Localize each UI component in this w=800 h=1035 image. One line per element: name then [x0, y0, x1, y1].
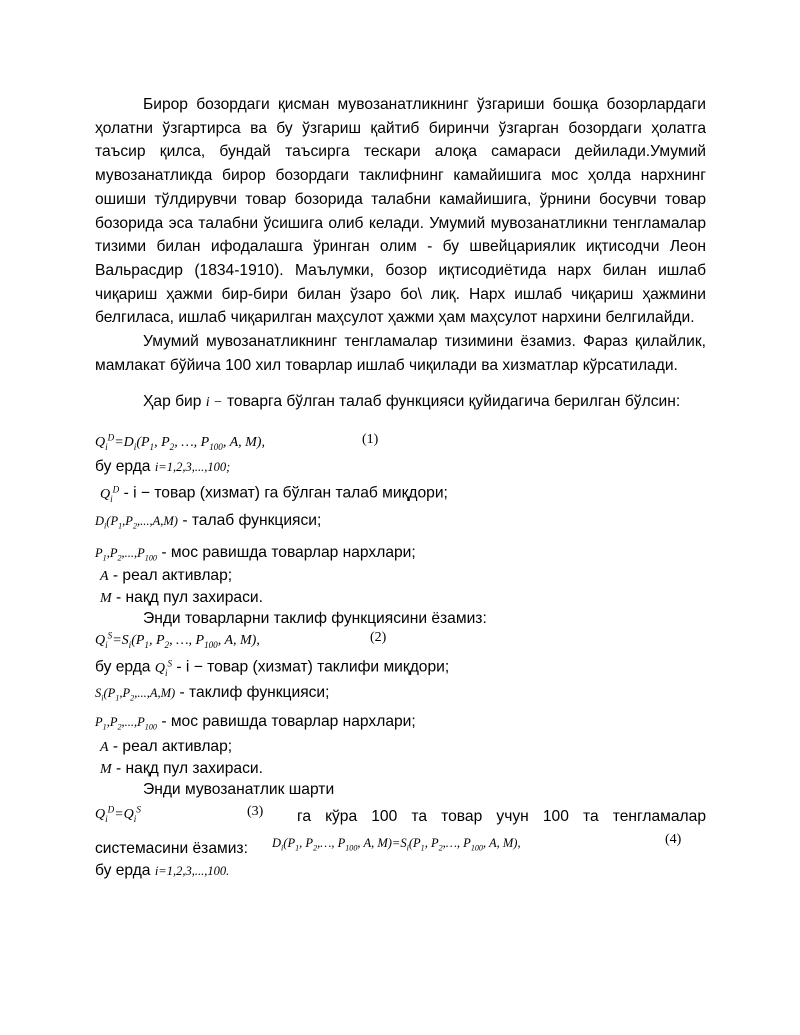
demand-function-definition: $D_i(P_1,P_2,...,A,M)$ - талаб функцияси; [95, 512, 322, 531]
supply-cash-definition: M - нақд пул захираси. [100, 760, 263, 777]
equilibrium-text-right: га кўра 100 та товар учун 100 та тенгламалар [297, 808, 706, 825]
where-line-equilibrium: бу ерда i=1,2,3,...,100. [95, 862, 230, 879]
system-equation: $D_i(P_1$, $P_2,\dots$, $P_{100}$, A, $M)=S_i(P_1$, $P_2,\dots$, $P_{100}$, A, M), [272, 836, 521, 853]
paragraph-demand-intro: Ҳар бир i − товарга бўлган талаб функцияси қуйидагича берилган бўлсин: [143, 393, 681, 410]
supply-intro: Энди товарларни таклиф функциясини ёзамиз: [143, 610, 487, 627]
demand-quantity-definition: $Q_i^D$ - i − товар (хизмат) га бўлган талаб миқдори; [100, 484, 448, 504]
supply-function-definition: $S_i(P_1,P_2,...,A,M)$ - таклиф функцияси; [95, 684, 330, 703]
demand-assets-definition: A - реал активлар; [100, 567, 233, 584]
where-line-demand: бу ерда i=1,2,3,...,100; [95, 458, 231, 475]
equation-number-2: (2) [370, 630, 387, 645]
supply-prices-definition: $P_1,P_2,...,P_{100}$ - мос равишда товарлар нархлари; [95, 713, 416, 732]
equation-number-4: (4) [665, 832, 682, 847]
equilibrium-condition: $Q_i^D=Q_i^S$ [95, 804, 141, 824]
supply-equation: $Q_i^S=S_i(P_1$, $P_2$, …, $P_{100}$, A, M), [95, 630, 260, 650]
supply-assets-definition: A - реал активлар; [100, 738, 233, 755]
demand-equation: $Q_i^D=D_i(P_1$, $P_2$, …, $P_{100}$, A, M), [95, 432, 265, 452]
supply-quantity-definition: бу ерда $Q_i^S$ - i − товар (хизмат) таклифи миқдори; [95, 658, 450, 678]
equilibrium-intro: Энди мувозанатлик шарти [143, 781, 335, 798]
paragraph-general-equilibrium: Бирор бозордаги қисман мувозанатликнинг ўзгариши бошқа бозорлардаги ҳолатни ўзгартирса ва бу ўзгариш қайтиб биринчи ўзгарган бозордаги ҳолатга таъсир қилса, бундай таъсирга тескари алоқа самараси дейилади.Умумий мувозанатликда бирор бозордаги таклифнинг камайишига мос ҳолда нархнинг ошиши тўлдирувчи товар бозорида талабни камайишига, ўрнини босувчи товар бозорида эса талабни ўсишига олиб келади. Умумий мувозанатликни тенгламалар тизими билан ифодалашга ўринган олим - бу швейцариялик иқтисодчи Леон Вальрасдир (1834-1910). Маълумки, бозор иқтисодиётида нарх билан ишлаб чиқариш ҳажми бир-бири билан ўзаро бо\ лиқ. Нарх ишлаб чиқариш ҳажмини белгиласа, ишлаб чиқарилган маҳсулот ҳажми ҳам маҳсулот нархини белгилайди. [95, 96, 706, 327]
demand-prices-definition: $P_1,P_2,...,P_{100}$ - мос равишда товарлар нархлари; [95, 544, 416, 563]
demand-cash-definition: M - нақд пул захираси. [100, 589, 263, 606]
index-i-symbol: i − [205, 395, 223, 410]
equation-number-1: (1) [362, 432, 379, 447]
equation-number-3: (3) [247, 804, 264, 819]
equilibrium-text-left: системасини ёзамиз: [95, 840, 248, 857]
paragraph-equation-system-intro: Умумий мувозанатликнинг тенгламалар тизимини ёзамиз. Фараз қилайлик, мамлакат бўйича 100 хил товарлар ишлаб чиқилади ва хизматлар кўрсатилади. [95, 333, 706, 374]
